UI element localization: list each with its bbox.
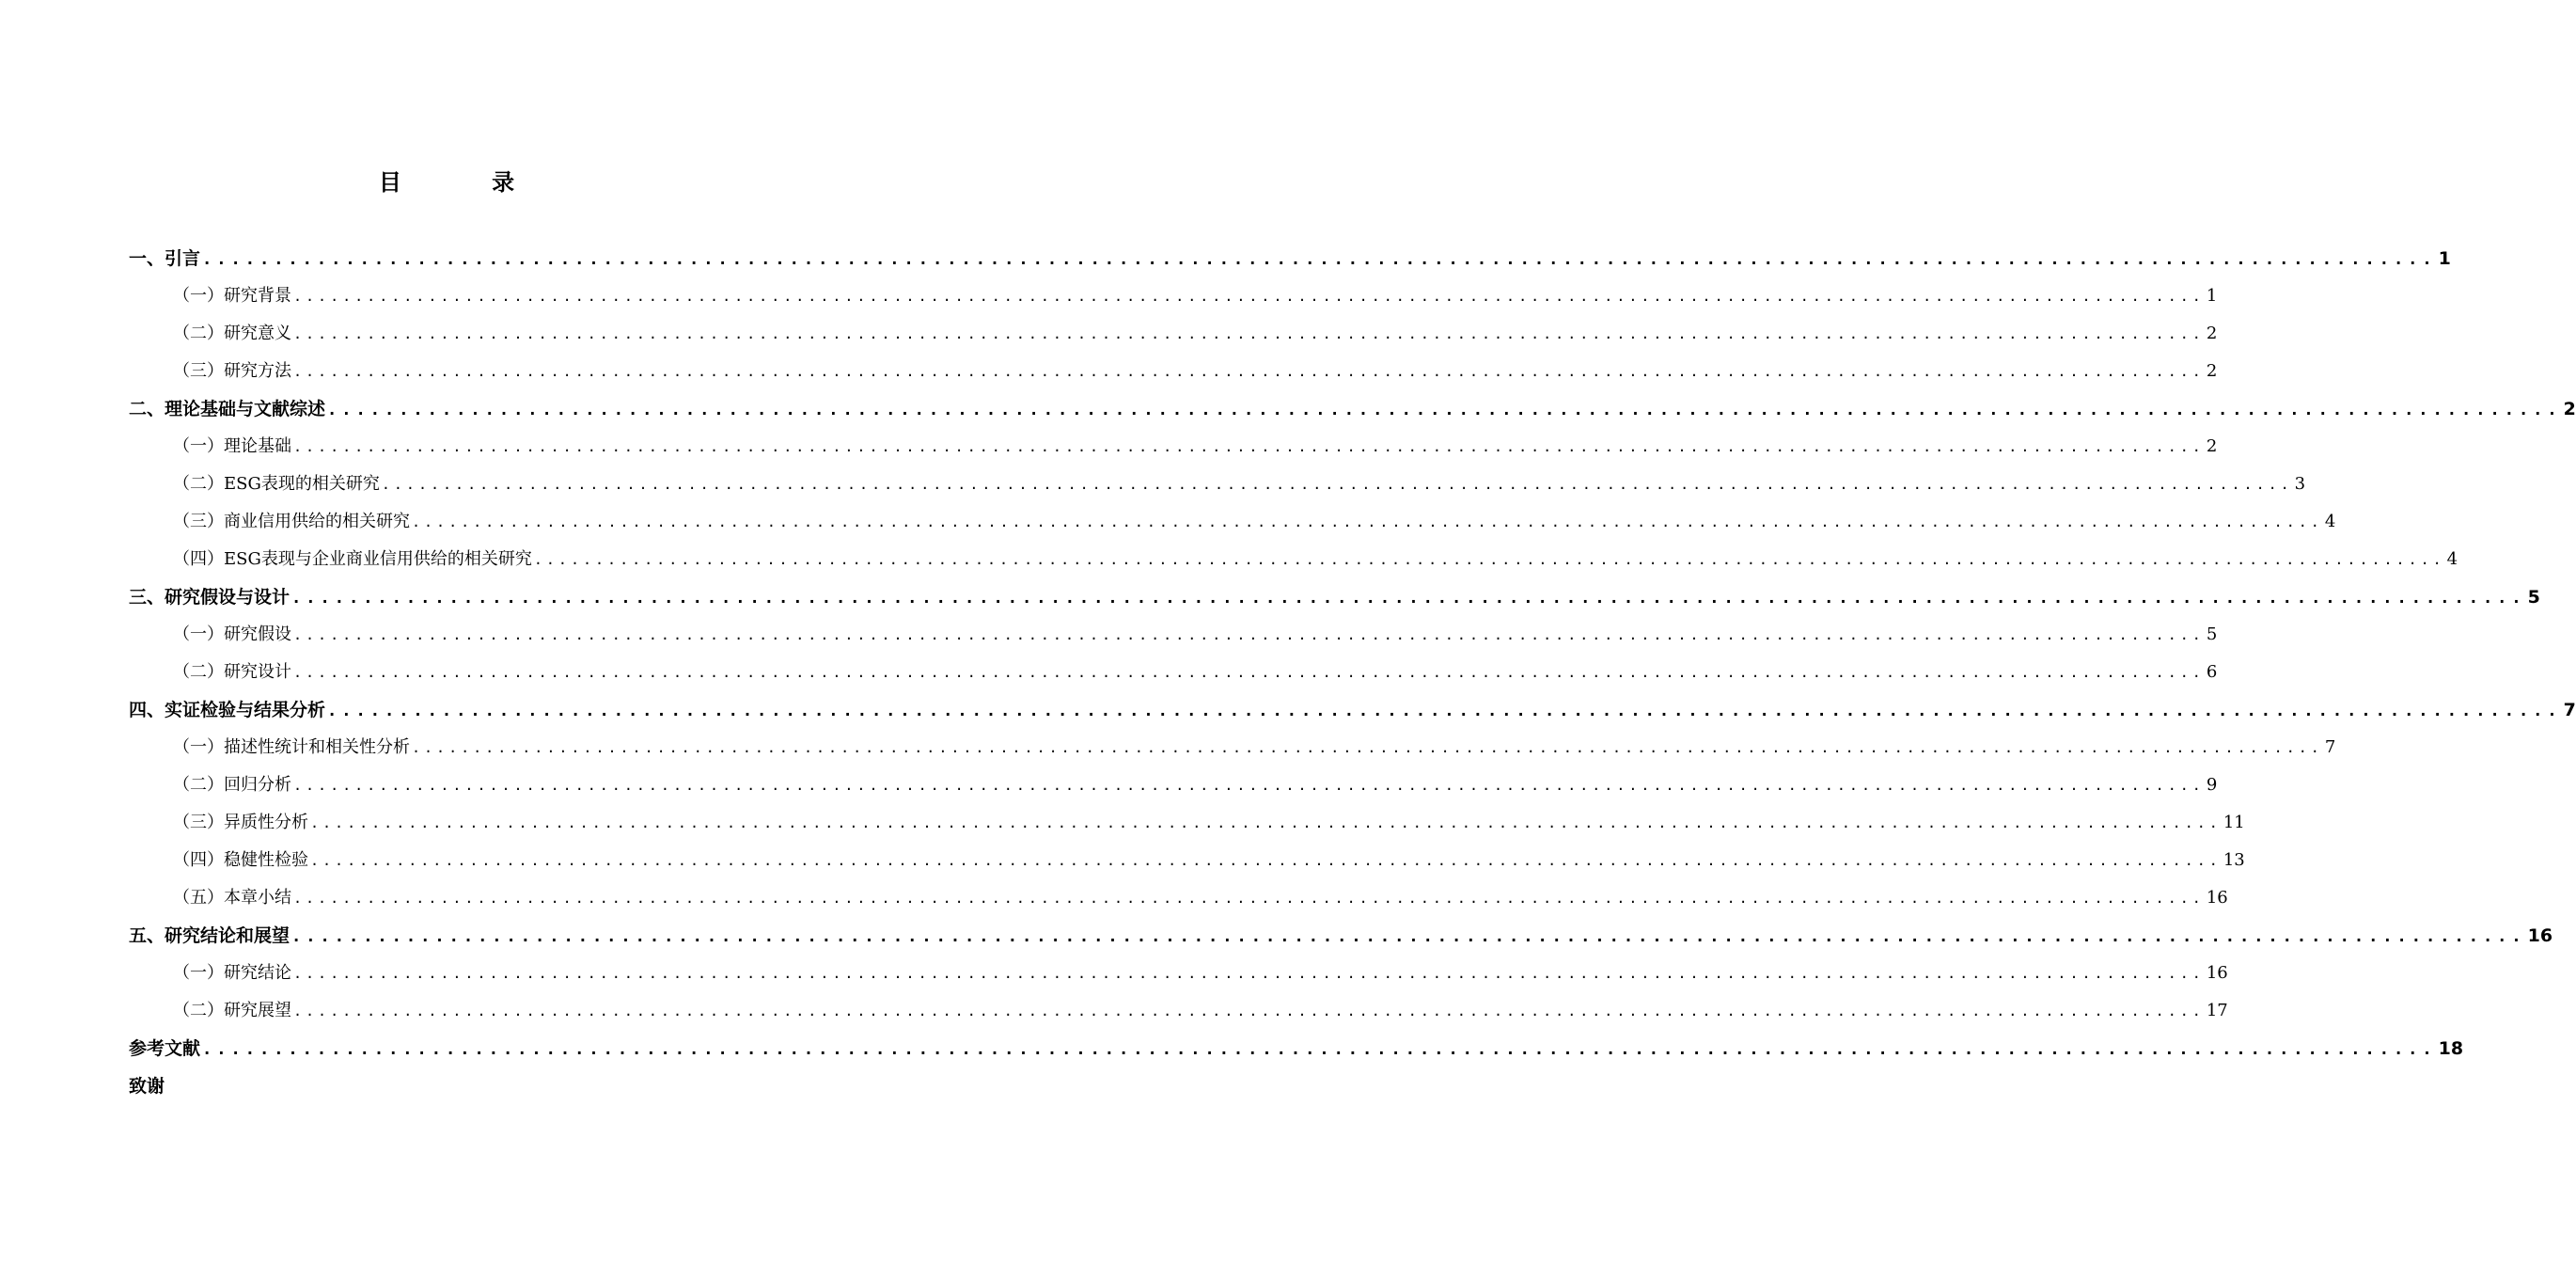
toc-entry-label: 三、研究假设与设计 [129, 587, 291, 608]
toc-entry-label: （四）稳健性检验 [173, 850, 308, 870]
toc-entry-label: （一）描述性统计和相关性分析 [173, 737, 410, 757]
toc-dot-leader: ............................................................................................................................................................ [293, 664, 2205, 681]
toc-page-number: 16 [2206, 963, 2228, 983]
toc-dot-leader: ............................................................................................................................................................ [293, 965, 2205, 982]
toc-section-entry[interactable] [129, 992, 2228, 1030]
toc-entry-label: （一）理论基础 [173, 436, 291, 456]
toc-dot-leader: ............................................................................................................................................................ [412, 514, 2323, 530]
toc-dot-leader: ............................................................................................................................................................ [412, 739, 2323, 756]
toc-chapter-entry[interactable] [129, 917, 2553, 955]
toc-dot-leader: ............................................................................................................................................................ [310, 814, 2222, 831]
toc-page-number: 13 [2223, 850, 2245, 870]
toc-entry-label: （二）回归分析 [173, 775, 291, 795]
toc-dot-leader: ............................................................................................................................................................ [327, 702, 2562, 720]
toc-page-number: 11 [2223, 813, 2245, 832]
toc-chapter-entry[interactable] [129, 240, 2451, 277]
toc-page-number: 3 [2294, 474, 2306, 494]
toc-page-number: 2 [2563, 399, 2576, 419]
toc-section-entry[interactable] [129, 353, 2218, 390]
toc-dot-leader: ............................................................................................................................................................ [293, 325, 2205, 342]
toc-entry-label: （二）ESG表现的相关研究 [173, 474, 380, 494]
toc-entry-label: 参考文献 [129, 1038, 201, 1059]
toc-page-number: 7 [2563, 700, 2576, 720]
toc-page-number: 2 [2206, 324, 2218, 343]
toc-entry-label: （二）研究设计 [173, 662, 291, 682]
page-title: 目 录 [378, 169, 557, 196]
toc-entry-label: （五）本章小结 [173, 888, 291, 908]
toc-page-number: 5 [2206, 624, 2218, 644]
toc-entry-label: 二、理论基础与文献综述 [129, 399, 326, 419]
toc-section-entry[interactable] [129, 428, 2218, 466]
toc-dot-leader: ............................................................................................................................................................ [533, 551, 2445, 568]
toc-section-entry[interactable] [129, 503, 2336, 541]
toc-dot-leader: ............................................................................................................................................................ [202, 250, 2437, 269]
toc-page-number: 4 [2446, 549, 2458, 569]
toc-dot-leader: ............................................................................................................................................................ [202, 1040, 2437, 1059]
toc-entry-label: （二）研究展望 [173, 1001, 291, 1020]
toc-entry-label: （一）研究背景 [173, 286, 291, 306]
toc-section-entry[interactable] [129, 842, 2245, 879]
toc-dot-leader: ............................................................................................................................................................ [327, 401, 2562, 419]
toc-section-entry[interactable] [129, 804, 2245, 842]
toc-entry-label: （三）商业信用供给的相关研究 [173, 512, 410, 531]
toc-section-entry[interactable] [129, 729, 2336, 766]
toc-entry-label: 四、实证检验与结果分析 [129, 700, 326, 720]
toc-page-number: 5 [2527, 587, 2540, 608]
toc-section-entry[interactable] [129, 879, 2228, 917]
toc-entry-label: （二）研究意义 [173, 324, 291, 343]
toc-page-number: 1 [2206, 286, 2218, 306]
toc-entry-label: （四）ESG表现与企业商业信用供给的相关研究 [173, 549, 532, 569]
toc-section-entry[interactable] [129, 315, 2218, 353]
toc-section-entry[interactable] [129, 955, 2228, 992]
toc-entry-label: （三）研究方法 [173, 361, 291, 381]
toc-chapter-entry[interactable] [129, 1067, 799, 1105]
toc-page-number: 17 [2206, 1001, 2228, 1020]
toc-chapter-entry[interactable] [129, 578, 2540, 616]
toc-dot-leader: ............................................................................................................................................................ [381, 476, 2293, 493]
toc-page-number: 4 [2324, 512, 2336, 531]
toc-page-number: 6 [2206, 662, 2218, 682]
toc-chapter-entry[interactable] [129, 1030, 2464, 1067]
toc-dot-leader: ............................................................................................................................................................ [293, 438, 2205, 455]
toc-chapter-entry[interactable] [129, 691, 2576, 729]
toc-dot-leader: ............................................................................................................................................................ [291, 589, 2526, 608]
toc-page-number: 2 [2206, 361, 2218, 381]
toc-dot-leader: ............................................................................................................................................................ [293, 1003, 2205, 1019]
toc-entry-label: （一）研究结论 [173, 963, 291, 983]
toc-entry-label: 一、引言 [129, 248, 201, 269]
toc-section-entry[interactable] [129, 616, 2218, 654]
toc-page-number: 16 [2527, 925, 2553, 946]
toc-entry-label: （一）研究假设 [173, 624, 291, 644]
toc-page-number: 7 [2324, 737, 2336, 757]
table-of-contents [129, 240, 2576, 1105]
toc-section-entry[interactable] [129, 277, 2218, 315]
toc-page-number: 16 [2206, 888, 2228, 908]
toc-chapter-entry[interactable] [129, 390, 2576, 428]
toc-dot-leader: ............................................................................................................................................................ [293, 777, 2205, 794]
toc-section-entry[interactable] [129, 541, 2458, 578]
toc-dot-leader: ............................................................................................................................................................ [293, 890, 2205, 907]
toc-entry-label: 五、研究结论和展望 [129, 925, 291, 946]
toc-dot-leader: ............................................................................................................................................................ [291, 927, 2526, 946]
toc-section-entry[interactable] [129, 654, 2218, 691]
toc-section-entry[interactable] [129, 466, 2306, 503]
toc-page-number: 2 [2206, 436, 2218, 456]
toc-dot-leader: ............................................................................................................................................................ [293, 363, 2205, 380]
toc-dot-leader: ............................................................................................................................................................ [310, 852, 2222, 869]
toc-page-number: 9 [2206, 775, 2218, 795]
toc-page-number: 1 [2438, 248, 2451, 269]
toc-dot-leader: ............................................................................................................................................................ [293, 626, 2205, 643]
toc-entry-label: （三）异质性分析 [173, 813, 308, 832]
toc-page-number: 18 [2438, 1038, 2464, 1059]
toc-entry-label: 致谢 [129, 1076, 165, 1097]
toc-dot-leader: ............................................................................................................................................................ [293, 288, 2205, 305]
toc-section-entry[interactable] [129, 766, 2218, 804]
